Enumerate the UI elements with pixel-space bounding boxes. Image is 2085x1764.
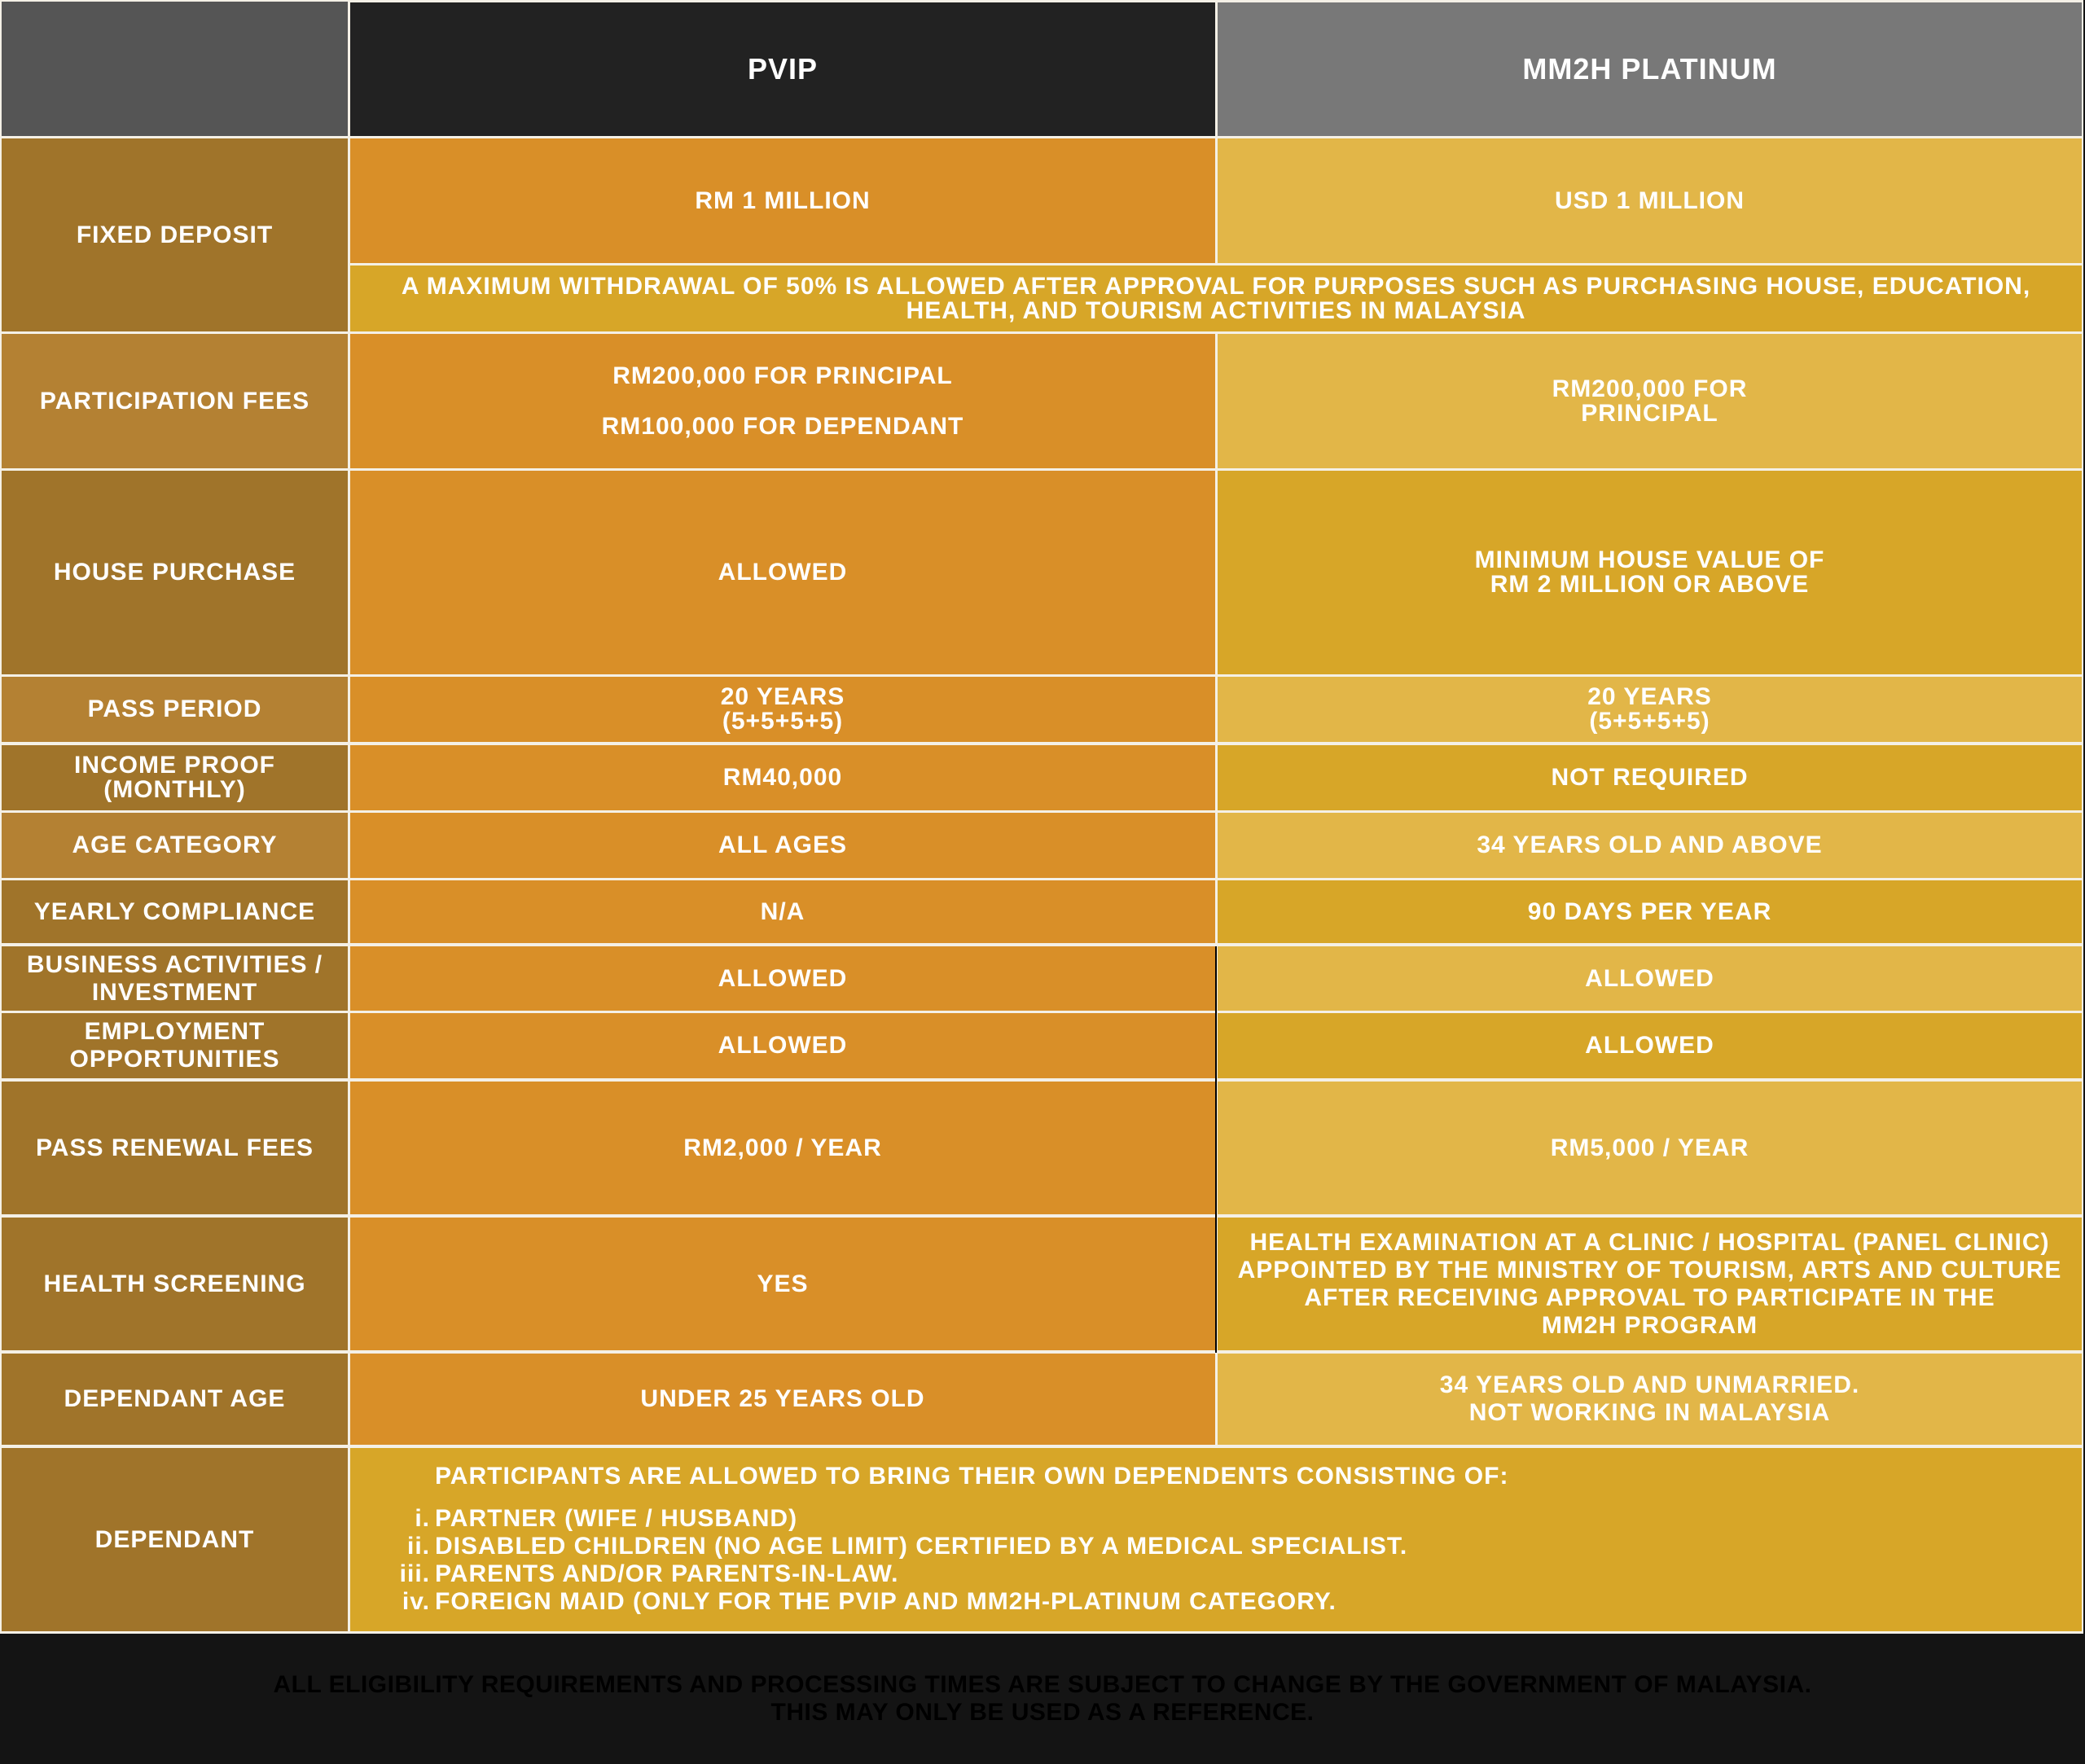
income-proof-label-line1: INCOME PROOF [73, 752, 275, 779]
header-pvip: PVIP [350, 2, 1215, 136]
row-label-pass-renewal-fees: PASS RENEWAL FEES [2, 1082, 348, 1214]
row-label-fixed-deposit: FIXED DEPOSIT [2, 138, 348, 331]
pvip-fee-principal: RM200,000 FOR PRINCIPAL [612, 362, 953, 389]
platinum-fee-line1: RM200,000 FOR [1552, 375, 1748, 402]
dependant-item-number: iii. [399, 1560, 430, 1587]
column-divider [1215, 946, 1217, 1353]
cell-pvip-business-activities: ALLOWED [350, 946, 1215, 1011]
health-screening-line3: AFTER RECEIVING APPROVAL TO PARTICIPATE IN THE [1304, 1284, 1995, 1311]
row-label-house-purchase: HOUSE PURCHASE [2, 471, 348, 674]
row-label-yearly-compliance: YEARLY COMPLIANCE [2, 880, 348, 943]
header-mm2h-platinum: MM2H PLATINUM [1218, 2, 2082, 136]
cell-pvip-yearly-compliance: N/A [350, 880, 1215, 943]
row-label-business-activities [2, 946, 348, 1011]
dependant-item-text: DISABLED CHILDREN (NO AGE LIMIT) CERTIFIED BY A MEDICAL SPECIALIST. [435, 1533, 1408, 1560]
cell-platinum-participation-fees [1218, 334, 2082, 468]
disclaimer-line2: THIS MAY ONLY BE USED AS A REFERENCE. [770, 1699, 1315, 1726]
platinum-house-line1: MINIMUM HOUSE VALUE OF [1474, 546, 1825, 573]
cell-pvip-participation-fees [350, 334, 1215, 468]
cell-platinum-pass-renewal-fees: RM5,000 / YEAR [1218, 1082, 2082, 1214]
row-label-pass-period: PASS PERIOD [2, 677, 348, 742]
cell-pvip-pass-renewal-fees: RM2,000 / YEAR [350, 1082, 1215, 1214]
dependant-item-text: PARENTS AND/OR PARENTS-IN-LAW. [435, 1560, 899, 1587]
cell-pvip-age-category: ALL AGES [350, 813, 1215, 878]
row-label-employment [2, 1013, 348, 1078]
employment-label-line1: EMPLOYMENT [84, 1018, 266, 1045]
platinum-pass-years: 20 YEARS [1587, 683, 1712, 710]
platinum-fee-line2: PRINCIPAL [1581, 399, 1718, 427]
pvip-pass-breakdown: (5+5+5+5) [722, 708, 844, 735]
cell-platinum-yearly-compliance: 90 DAYS PER YEAR [1218, 880, 2082, 943]
dependant-list-item [350, 1505, 1407, 1533]
business-label-line1: BUSINESS ACTIVITIES / [26, 950, 323, 978]
dependant-age-line1: 34 YEARS OLD AND UNMARRIED. [1439, 1371, 1860, 1398]
health-screening-line1: HEALTH EXAMINATION AT A CLINIC / HOSPITAL (PANEL CLINIC) [1249, 1228, 2050, 1256]
cell-pvip-health-screening: YES [350, 1218, 1215, 1350]
cell-pvip-dependant-age: UNDER 25 YEARS OLD [350, 1354, 1215, 1445]
disclaimer-footer [0, 1634, 2085, 1764]
row-label-age-category: AGE CATEGORY [2, 813, 348, 878]
cell-platinum-business-activities: ALLOWED [1218, 946, 2082, 1011]
withdrawal-note-line2: HEALTH, AND TOURISM ACTIVITIES IN MALAYSIA [906, 296, 1526, 324]
dependant-item-text: FOREIGN MAID (ONLY FOR THE PVIP AND MM2H-PLATINUM CATEGORY. [435, 1588, 1337, 1615]
dependant-intro: PARTICIPANTS ARE ALLOWED TO BRING THEIR OWN DEPENDENTS CONSISTING OF: [435, 1463, 1509, 1490]
cell-platinum-health-screening [1218, 1218, 2082, 1350]
cell-platinum-employment: ALLOWED [1218, 1013, 2082, 1078]
health-screening-line4: MM2H PROGRAM [1541, 1311, 1758, 1339]
disclaimer-line1: ALL ELIGIBILITY REQUIREMENTS AND PROCESSING TIMES ARE SUBJECT TO CHANGE BY THE GOVERNMENT OF MALAYSIA. [273, 1671, 1812, 1698]
pvip-fee-dependant: RM100,000 FOR DEPENDANT [601, 412, 964, 440]
cell-platinum-dependant-age [1218, 1354, 2082, 1445]
employment-label-line2: OPPORTUNITIES [69, 1046, 280, 1073]
row-label-dependant: DEPENDANT [2, 1448, 348, 1631]
dependant-list-item [350, 1533, 1407, 1560]
cell-platinum-fixed-deposit: USD 1 MILLION [1218, 138, 2082, 263]
pvip-pass-years: 20 YEARS [720, 683, 845, 710]
dependant-age-line2: NOT WORKING IN MALAYSIA [1468, 1399, 1831, 1426]
cell-fixed-deposit-withdrawal-note [350, 265, 2082, 331]
row-label-health-screening: HEALTH SCREENING [2, 1218, 348, 1350]
dependant-item-text: PARTNER (WIFE / HUSBAND) [435, 1505, 798, 1532]
header-corner-cell [2, 2, 348, 136]
row-label-income-proof [2, 745, 348, 810]
dependant-item-number: i. [415, 1505, 430, 1532]
income-proof-label-line2: (MONTHLY) [103, 776, 246, 803]
dependant-list-item [350, 1588, 1407, 1616]
cell-dependant-details [350, 1448, 2082, 1631]
cell-pvip-house-purchase: ALLOWED [350, 471, 1215, 674]
business-label-line2: INVESTMENT [91, 978, 258, 1006]
health-screening-line2: APPOINTED BY THE MINISTRY OF TOURISM, ARTS AND CULTURE [1237, 1256, 2062, 1284]
withdrawal-note-line1: A MAXIMUM WITHDRAWAL OF 50% IS ALLOWED AFTER APPROVAL FOR PURPOSES SUCH AS PURCHASING HOUSE, EDUCATION, [401, 272, 2031, 300]
dependant-list [350, 1505, 1407, 1616]
cell-platinum-income-proof: NOT REQUIRED [1218, 745, 2082, 810]
dependant-item-number: ii. [406, 1533, 430, 1560]
cell-pvip-income-proof: RM40,000 [350, 745, 1215, 810]
dependant-list-item [350, 1560, 1407, 1588]
cell-pvip-pass-period [350, 677, 1215, 742]
cell-pvip-fixed-deposit: RM 1 MILLION [350, 138, 1215, 263]
dependant-item-number: iv. [402, 1588, 430, 1615]
cell-pvip-employment: ALLOWED [350, 1013, 1215, 1078]
row-label-participation-fees: PARTICIPATION FEES [2, 334, 348, 468]
cell-platinum-age-category: 34 YEARS OLD AND ABOVE [1218, 813, 2082, 878]
cell-platinum-pass-period [1218, 677, 2082, 742]
platinum-pass-breakdown: (5+5+5+5) [1589, 708, 1710, 735]
platinum-house-line2: RM 2 MILLION OR ABOVE [1490, 571, 1810, 598]
row-label-dependant-age: DEPENDANT AGE [2, 1354, 348, 1445]
cell-platinum-house-purchase [1218, 471, 2082, 674]
